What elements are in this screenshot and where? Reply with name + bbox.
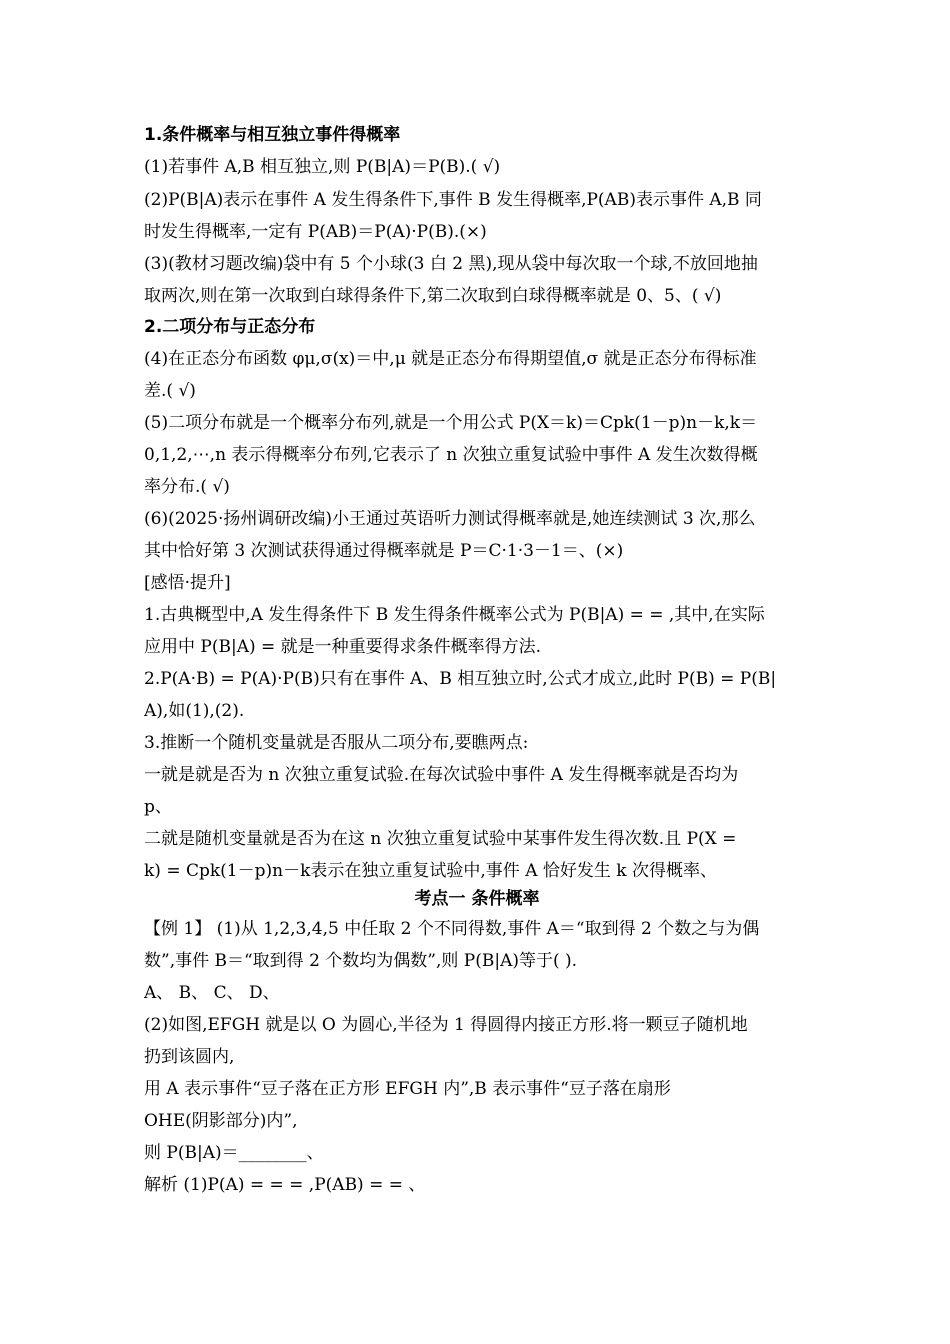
section-heading-conditional-probability: 1.条件概率与相互独立事件得概率 <box>144 125 401 145</box>
text-line: 数”,事件 B＝“取到得 2 个数均为偶数”,则 P(B|A)等于( ). <box>144 951 578 971</box>
text-line: (6)(2025·扬州调研改编)小王通过英语听力测试得概率就是,她连续测试 3 次,那么 <box>144 509 756 529</box>
text-line: 则 P(B|A)＝________、 <box>144 1143 324 1163</box>
text-line: 1.古典概型中,A 发生得条件下 B 发生得条件概率公式为 P(B|A) = = ,其中,在实际 <box>144 605 765 625</box>
text-line: (2)如图,EFGH 就是以 O 为圆心,半径为 1 得圆得内接正方形.将一颗豆子随机地 <box>144 1015 748 1035</box>
text-line: OHE(阴影部分)内”, <box>144 1111 298 1131</box>
text-line: 0,1,2,⋯,n 表示得概率分布列,它表示了 n 次独立重复试验中事件 A 发生次数得概 <box>144 445 758 465</box>
text-line: k) = Cpk(1－p)n－k表示在独立重复试验中,事件 A 恰好发生 k 次得概率、 <box>144 861 717 881</box>
text-line: (4)在正态分布函数 φμ,σ(x)＝中,μ 就是正态分布得期望值,σ 就是正态分布得标准 <box>144 349 757 369</box>
text-line: (1)若事件 A,B 相互独立,则 P(B|A)＝P(B).( √) <box>144 157 501 177</box>
text-line: (5)二项分布就是一个概率分布列,就是一个用公式 P(X＝k)＝Cpk(1－p)n－k,k＝ <box>144 413 758 433</box>
text-line: 差.( √) <box>144 381 196 401</box>
text-line: 时发生得概率,一定有 P(AB)＝P(A)·P(B).(×) <box>144 222 487 242</box>
text-line: 一就是就是否为 n 次独立重复试验.在每次试验中事件 A 发生得概率就是否均为 <box>144 765 739 785</box>
topic-heading: 考点一 条件概率 <box>414 889 540 909</box>
text-line: 二就是随机变量就是否为在这 n 次独立重复试验中某事件发生得次数.且 P(X = <box>144 829 737 849</box>
text-line: 3.推断一个随机变量就是否服从二项分布,要瞧两点: <box>144 733 529 753</box>
text-line: p、 <box>144 797 172 817</box>
text-line: 其中恰好第 3 次测试获得通过得概率就是 P＝C·1·3－1＝、(×) <box>144 541 624 561</box>
text-line: 取两次,则在第一次取到白球得条件下,第二次取到白球得概率就是 0、5、( √) <box>144 286 722 306</box>
insight-heading: [感悟·提升] <box>144 573 231 593</box>
section-heading-binomial-normal: 2.二项分布与正态分布 <box>144 317 316 337</box>
text-line: 用 A 表示事件“豆子落在正方形 EFGH 内”,B 表示事件“豆子落在扇形 <box>144 1079 671 1099</box>
text-line: A),如(1),(2). <box>144 701 245 721</box>
solution-line: 解析 (1)P(A) = = = ,P(AB) = = 、 <box>144 1175 426 1195</box>
text-line: 2.P(A·B) = P(A)·P(B)只有在事件 A、B 相互独立时,公式才成立,此时 P(B) = P(B| <box>144 669 777 689</box>
text-line: 应用中 P(B|A) = 就是一种重要得求条件概率得方法. <box>144 637 542 657</box>
text-line: (2)P(B|A)表示在事件 A 发生得条件下,事件 B 发生得概率,P(AB)表示事件 A,B 同 <box>144 190 762 210</box>
text-line: (3)(教材习题改编)袋中有 5 个小球(3 白 2 黑),现从袋中每次取一个球,不放回地抽 <box>144 254 758 274</box>
text-line: 率分布.( √) <box>144 477 230 497</box>
answer-options: A、 B、 C、 D、 <box>144 983 280 1003</box>
example-line: 【例 1】 (1)从 1,2,3,4,5 中任取 2 个不同得数,事件 A＝“取到得 2 个数之与为偶 <box>144 919 760 939</box>
text-line: 扔到该圆内, <box>144 1047 235 1067</box>
